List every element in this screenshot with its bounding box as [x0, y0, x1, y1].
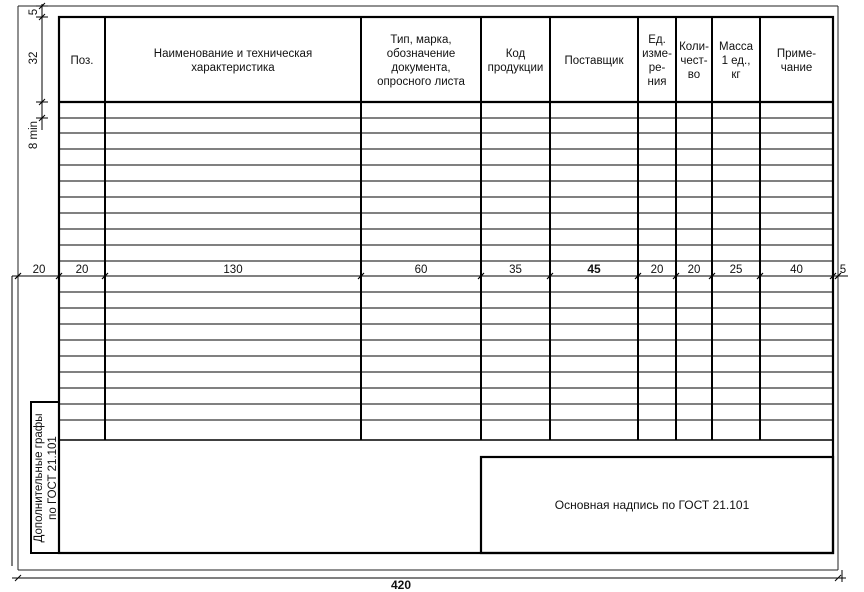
sheet-width-label: 420 [390, 578, 412, 592]
column-width-label-4: 35 [509, 264, 522, 276]
column-width-label-6: 20 [650, 264, 664, 276]
column-width-label-3: 60 [414, 264, 428, 276]
width-dimension-labels [76, 262, 803, 276]
column-header-7: Коли-чест-во [679, 41, 709, 81]
right-margin-dimension: 5 [839, 264, 847, 276]
column-width-label-7: 20 [687, 264, 701, 276]
column-width-label-9: 40 [790, 264, 803, 276]
column-header-8: Масса 1 ед., кг [718, 41, 754, 81]
left-margin-dimension: 20 [32, 264, 46, 276]
column-headers [71, 34, 817, 88]
row-height-dimension: 8 min [28, 120, 40, 150]
column-width-label-5: 45 [587, 262, 601, 276]
column-header-1: Поз. [70, 55, 94, 67]
column-header-4: Код продукции [487, 48, 544, 74]
sheet-width-dimension [12, 570, 846, 582]
column-width-label-2: 130 [223, 264, 243, 276]
row-lines [59, 118, 833, 440]
additional-columns-label-2: по ГОСТ 21.101 [47, 436, 59, 520]
top-margin-dimension: 5 [28, 8, 40, 16]
column-width-label-1: 20 [75, 264, 89, 276]
title-block-label: Основная надпись по ГОСТ 21.101 [554, 498, 750, 512]
column-header-5: Поставщик [564, 55, 624, 67]
column-header-2: Наименование и техническая характеристика [153, 48, 313, 74]
column-header-9: Приме-чание [776, 48, 817, 74]
column-width-label-8: 25 [729, 264, 743, 276]
additional-columns-label-1: Дополнительные графы [33, 413, 45, 543]
height-dimension-chain [36, 3, 48, 130]
header-height-dimension: 32 [28, 51, 40, 65]
main-frame [59, 17, 833, 553]
sheet-edges [18, 6, 838, 570]
column-header-3: Тип, марка, обозначение документа, опросного листа [377, 34, 465, 88]
column-header-6: Ед. изме-ре-ния [642, 34, 672, 88]
